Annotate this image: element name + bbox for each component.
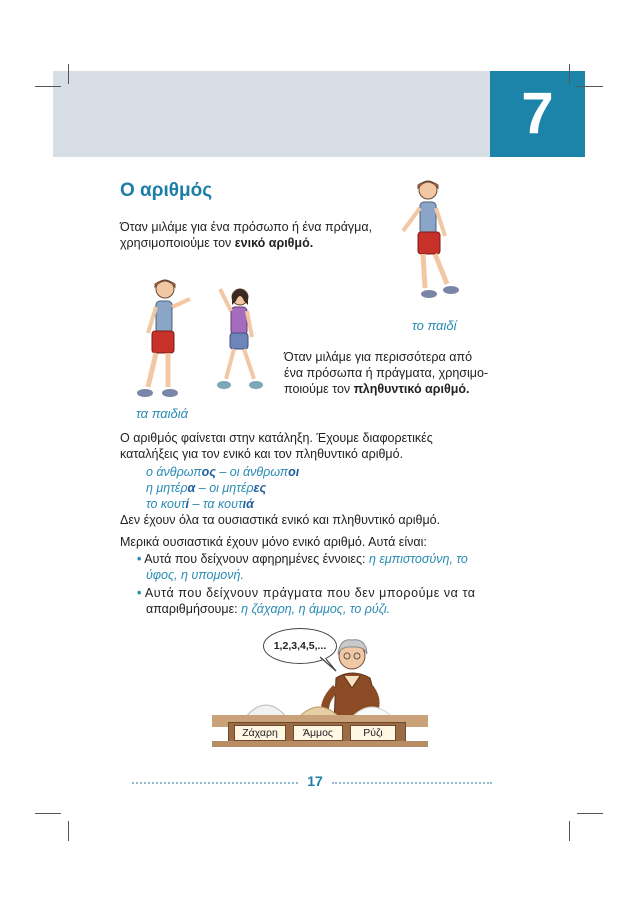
bubble-tail [318,655,338,673]
chapter-number: 7 [521,81,554,146]
bullet-example: η ζάχαρη, η άμμος, το ρύζι. [241,602,391,616]
crop-mark [35,86,61,87]
example-separator: – [195,481,210,495]
crop-mark [577,86,603,87]
example-ending: ιά [242,497,254,511]
ending-paragraph [120,430,492,462]
singular-intro-line1: Όταν μιλάμε για ένα πρόσωπο ή ένα πράγμα, [120,220,373,234]
child-walking-illustration [395,176,465,311]
crop-mark [569,821,570,841]
example-separator: – [189,497,203,511]
sign-sand: Άμμος [293,725,343,741]
sign-rice: Ρύζι [350,725,396,741]
page-number: 17 [307,773,323,789]
example-ending: α [187,481,196,495]
plural-intro-line1: Όταν μιλάμε για περισσότερα από [284,350,473,364]
example-separator: – [215,465,230,479]
example-stem: οι μητέρ [209,481,254,495]
sign-sugar: Ζάχαρη [234,725,286,741]
crop-mark [35,813,61,814]
bullet-dot: • [137,586,142,600]
bullet-example: ύφος, η υπομονή. [146,568,244,582]
example-row [146,480,299,496]
example-row [146,496,299,512]
singular-intro-line2: χρησιμοποιούμε τον [120,236,235,250]
example-row [146,464,299,480]
example-stem: το κουτ [146,497,186,511]
plural-term: πληθυντικό αριθμό. [353,382,470,396]
example-ending: οι [288,465,300,479]
singular-term: ενικό αριθμό. [234,236,314,250]
singular-only-intro: Μερικά ουσιαστικά έχουν μόνο ενικό αριθμό. Αυτά είναι: [120,535,427,549]
speech-bubble: 1,2,3,4,5,... [263,628,337,664]
bullet-text: απαριθμήσουμε: [146,602,242,616]
bullet-example: η εμπιστοσύνη, το [368,552,468,566]
bullet-text: Αυτά που δείχνουν πράγματα που δεν μπορούμε να τα [144,586,476,600]
example-ending: ί [185,497,190,511]
example-ending: ος [201,465,216,479]
bullet-item [137,585,492,617]
plural-intro-line2: ένα πρόσωπα ή πράγματα, χρησιμο- [284,366,489,380]
ending-line2: καταλήξεις για τον ενικό και τον πληθυντικό αριθμό. [120,447,404,461]
crop-mark [68,821,69,841]
example-stem: τα κουτ [202,497,243,511]
caption-singular: το παιδί [412,318,457,333]
footer-divider-right [332,782,492,784]
crop-mark [68,64,69,84]
chapter-header-band [53,71,490,157]
bullet-dot: • [137,552,142,566]
bullet-text: Αυτά που δείχνουν αφηρημένες έννοιες: [144,552,369,566]
bullet-item [137,551,492,583]
ending-line1: Ο αριθμός φαίνεται στην κατάληξη. Έχουμε διαφορετικές [120,431,433,445]
example-stem: η μητέρ [146,481,188,495]
plural-intro-line3: ποιούμε τον [284,382,354,396]
plural-intro [284,349,492,397]
table-base [212,741,428,747]
footer-divider-left [132,782,298,784]
singular-intro [120,219,390,251]
not-all-sentence: Δεν έχουν όλα τα ουσιαστικά ενικό και πληθυντικό αριθμό. [120,513,441,527]
crop-mark [577,813,603,814]
examples-list [146,464,299,512]
two-children-illustration [130,275,265,405]
section-title: Ο αριθμός [120,180,213,201]
crop-mark [569,64,570,84]
example-ending: ες [253,481,267,495]
example-stem: ο άνθρωπ [146,465,202,479]
example-stem: οι άνθρωπ [229,465,289,479]
caption-plural: τα παιδιά [136,406,189,421]
